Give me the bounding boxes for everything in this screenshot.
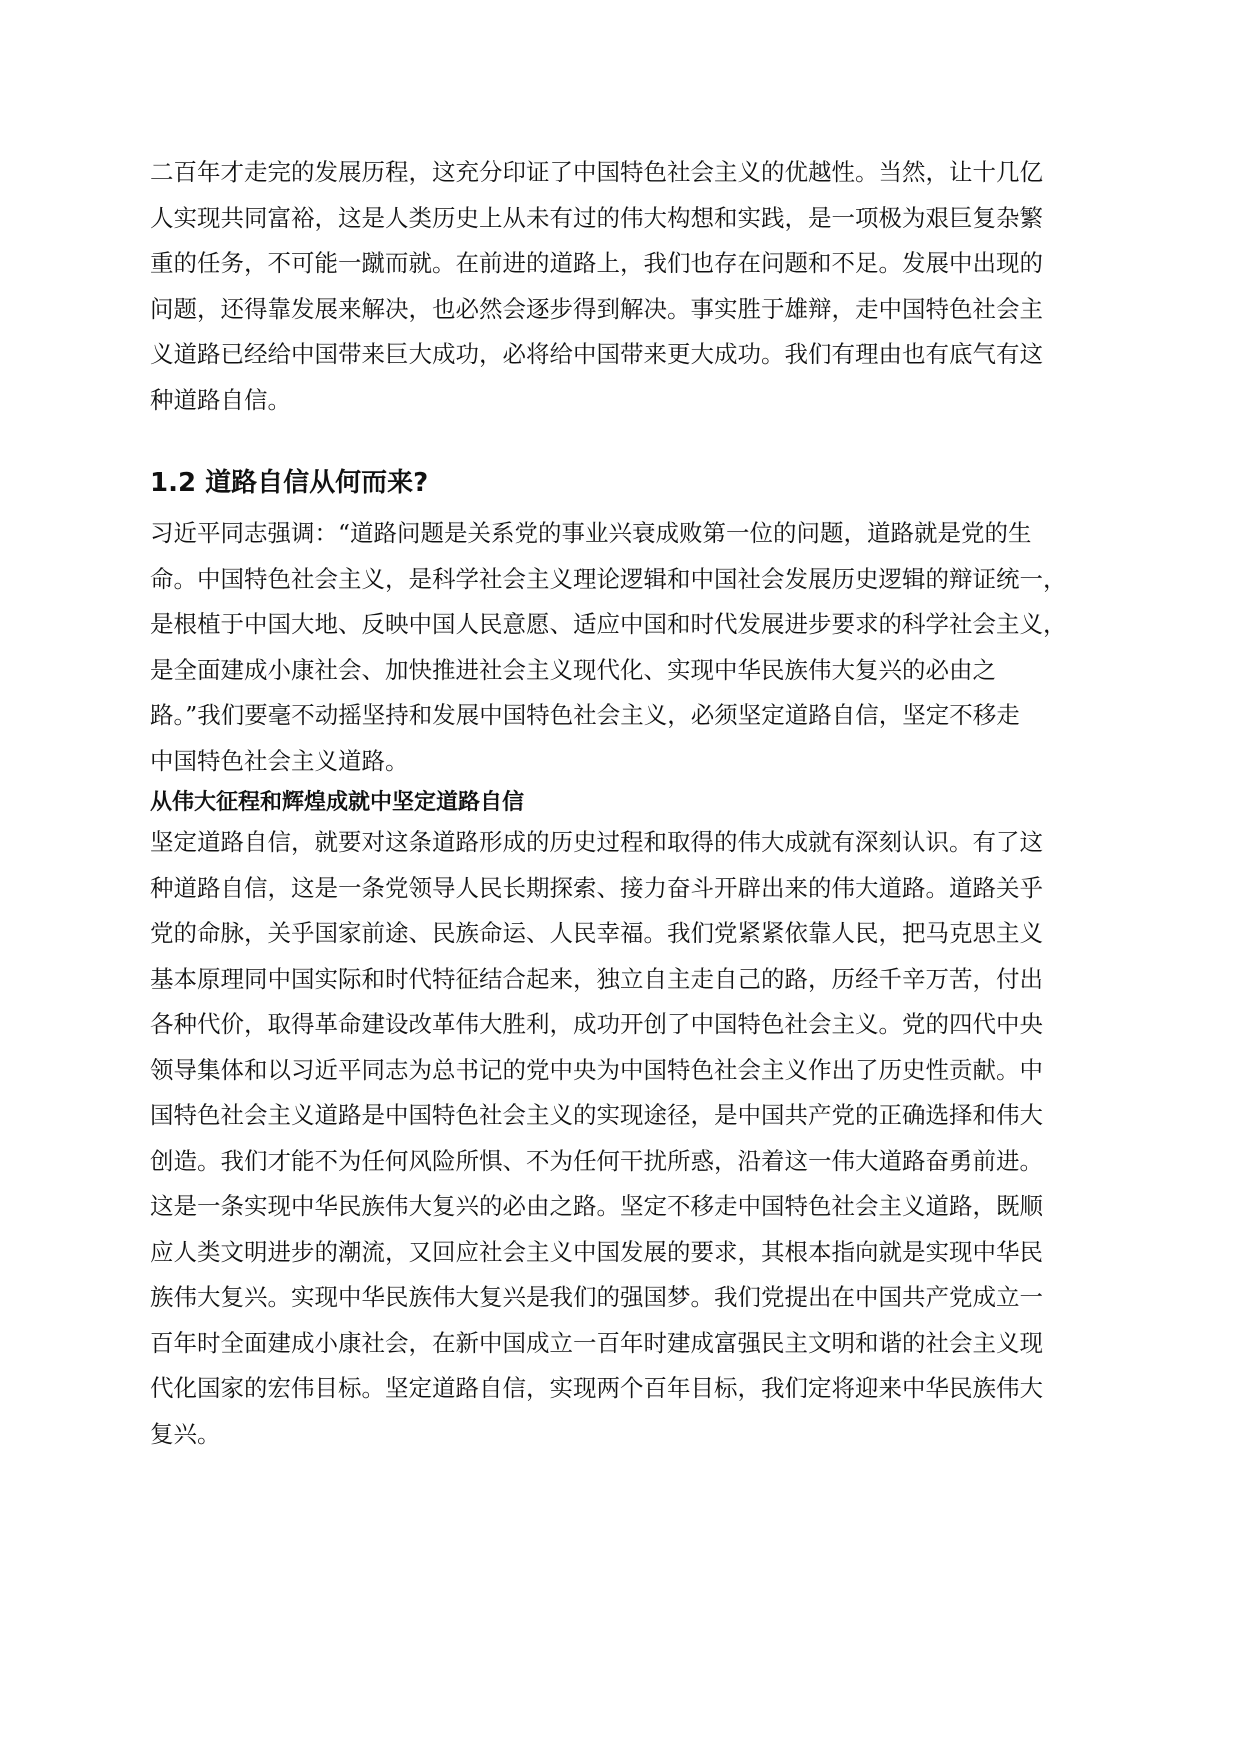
text-line: 二百年才走完的发展历程，这充分印证了中国特色社会主义的优越性。当然，让十几亿	[150, 158, 1043, 186]
text-line: 是全面建成小康社会、加快推进社会主义现代化、实现中华民族伟大复兴的必由之	[150, 655, 996, 684]
subheading: 从伟大征程和辉煌成就中坚定道路自信	[150, 790, 525, 815]
section-heading: 1.2 道路自信从何而来?	[150, 468, 429, 498]
text-line: 党的命脉，关乎国家前途、民族命运、人民幸福。我们党紧紧依靠人民，把马克思主义	[150, 919, 1043, 947]
text-line: 中国特色社会主义道路。	[150, 746, 409, 775]
text-line: 问题，还得靠发展来解决，也必然会逐步得到解决。事实胜于雄辩，走中国特色社会主	[150, 294, 1043, 323]
text-line: 命。中国特色社会主义，是科学社会主义理论逻辑和中国社会发展历史逻辑的辩证统一，	[150, 564, 1067, 593]
text-line: 代化国家的宏伟目标。坚定道路自信，实现两个百年目标，我们定将迎来中华民族伟大	[150, 1374, 1043, 1402]
paragraph-intro	[150, 150, 1090, 423]
text-line: 国特色社会主义道路是中国特色社会主义的实现途径，是中国共产党的正确选择和伟大	[150, 1101, 1043, 1129]
text-line: 基本原理同中国实际和时代特征结合起来，独立自主走自己的路，历经千辛万苦，付出	[150, 964, 1043, 993]
text-line: 坚定道路自信，就要对这条道路形成的历史过程和取得的伟大成就有深刻认识。有了这	[150, 828, 1043, 856]
text-line: 是根植于中国大地、反映中国人民意愿、适应中国和时代发展进步要求的科学社会主义，	[150, 610, 1067, 638]
text-line: 创造。我们才能不为任何风险所惧、不为任何干扰所惑，沿着这一伟大道路奋勇前进。	[150, 1146, 1043, 1175]
text-line: 这是一条实现中华民族伟大复兴的必由之路。坚定不移走中国特色社会主义道路，既顺	[150, 1192, 1043, 1220]
text-line: 习近平同志强调：“道路问题是关系党的事业兴衰成败第一位的问题，道路就是党的生	[150, 519, 1032, 547]
paragraph-quote	[150, 511, 1090, 784]
text-line: 百年时全面建成小康社会，在新中国成立一百年时建成富强民主文明和谐的社会主义现	[150, 1328, 1043, 1357]
text-line: 各种代价，取得革命建设改革伟大胜利，成功开创了中国特色社会主义。党的四代中央	[150, 1010, 1043, 1038]
paragraph-body	[150, 820, 1090, 1457]
document-page	[150, 150, 1090, 1457]
text-line: 复兴。	[150, 1419, 221, 1448]
text-line: 路。”我们要毫不动摇坚持和发展中国特色社会主义，必须坚定道路自信，坚定不移走	[150, 701, 1020, 729]
text-line: 种道路自信，这是一条党领导人民长期探索、接力奋斗开辟出来的伟大道路。道路关乎	[150, 873, 1043, 902]
text-line: 义道路已经给中国带来巨大成功，必将给中国带来更大成功。我们有理由也有底气有这	[150, 340, 1043, 368]
text-line: 应人类文明进步的潮流，又回应社会主义中国发展的要求，其根本指向就是实现中华民	[150, 1237, 1043, 1266]
text-line: 种道路自信。	[150, 385, 291, 414]
text-line: 重的任务，不可能一蹴而就。在前进的道路上，我们也存在问题和不足。发展中出现的	[150, 249, 1043, 277]
text-line: 族伟大复兴。实现中华民族伟大复兴是我们的强国梦。我们党提出在中国共产党成立一	[150, 1283, 1043, 1311]
text-line: 领导集体和以习近平同志为总书记的党中央为中国特色社会主义作出了历史性贡献。中	[150, 1055, 1043, 1084]
text-line: 人实现共同富裕，这是人类历史上从未有过的伟大构想和实践，是一项极为艰巨复杂繁	[150, 203, 1043, 232]
